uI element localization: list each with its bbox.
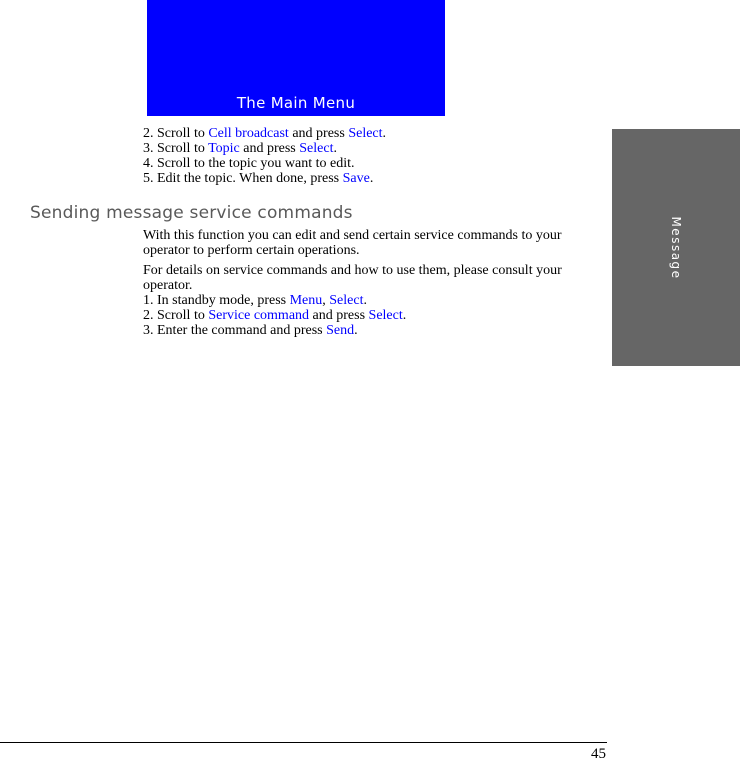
step-item (143, 308, 595, 323)
keyword-select: Select (368, 308, 403, 323)
service-commands-body (143, 228, 595, 338)
keyword-save: Save (342, 171, 370, 186)
step-text: 3. Enter the command and press (143, 323, 327, 338)
keyword-select: Select (329, 293, 364, 308)
section-heading: Sending message service commands (30, 203, 353, 223)
keyword-cell-broadcast: Cell broadcast (208, 126, 289, 141)
step-text: and press (288, 126, 349, 141)
step-item (143, 141, 593, 156)
chapter-tab-label: Message (669, 215, 683, 280)
step-text: 2. Scroll to (143, 308, 209, 323)
keyword-service-command: Service command (208, 308, 310, 323)
step-text: . (354, 323, 358, 338)
step-text: . (333, 141, 337, 156)
keyword-topic: Topic (208, 141, 240, 156)
step-text: . (369, 171, 374, 186)
step-item (143, 293, 595, 308)
details-paragraph: For details on service commands and how to use them, please consult your operator. (143, 263, 562, 293)
step-text: . (402, 308, 407, 323)
step-text: . (382, 126, 387, 141)
step-item (143, 323, 595, 338)
screen-caption: The Main Menu (236, 94, 356, 112)
step-text: 1. In standby mode, press (143, 293, 290, 308)
step-text: 2. Scroll to (143, 126, 209, 141)
keyword-send: Send (326, 323, 355, 338)
step-text: and press (309, 308, 369, 323)
main-menu-screen-image (147, 0, 445, 116)
footer-divider (0, 742, 607, 743)
keyword-menu: Menu (289, 293, 323, 308)
step-text: 5. Edit the topic. When done, press (143, 171, 343, 186)
step-item (143, 171, 593, 186)
keyword-select: Select (348, 126, 383, 141)
step-text: . (363, 293, 367, 308)
chapter-side-tab (612, 129, 740, 366)
step-item: 4. Scroll to the topic you want to edit. (143, 156, 355, 171)
page-number: 45 (591, 746, 606, 762)
step-text: 3. Scroll to (143, 141, 209, 156)
intro-paragraph: With this function you can edit and send certain service commands to your operator to perform certain operations. (143, 228, 562, 258)
edit-topic-steps (143, 126, 593, 186)
step-text: and press (239, 141, 300, 156)
step-text: , (322, 293, 330, 308)
keyword-select: Select (299, 141, 334, 156)
step-item (143, 126, 593, 141)
